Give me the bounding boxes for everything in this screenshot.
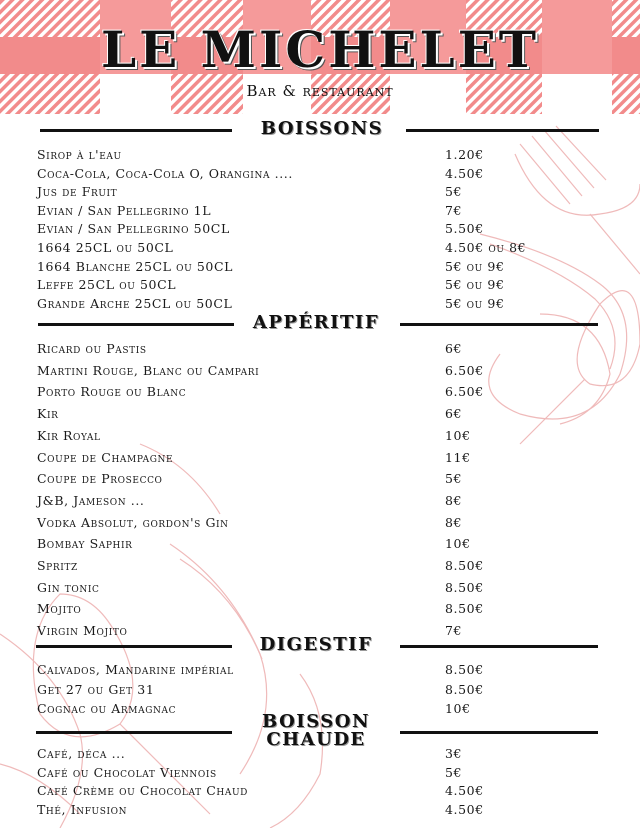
section-header-aperitif: [36, 312, 601, 338]
section-title-line: CHAUDE: [266, 729, 366, 750]
menu-item-name: Sirop à l'eau: [37, 147, 122, 162]
menu-item-price: 5.50€: [445, 221, 484, 237]
menu-item: [37, 470, 597, 488]
menu-item-price: 10€: [445, 427, 471, 443]
divider-rule: [400, 731, 598, 734]
menu-item: [37, 449, 597, 467]
menu-item-name: Ricard ou Pastis: [37, 341, 147, 356]
menu-item-name: Calvados, Mandarine impérial: [37, 662, 234, 677]
menu-item-price: 5€ ou 9€: [445, 295, 505, 311]
menu-item-price: 8.50€: [445, 662, 484, 677]
menu-item-price: 5€: [445, 471, 463, 487]
menu-item-price: 10€: [445, 536, 471, 552]
menu-item-name: Get 27 ou Get 31: [37, 681, 155, 697]
restaurant-title: LE MICHELET: [100, 20, 540, 79]
divider-rule: [400, 645, 598, 648]
menu-item-name: Leffe 25CL ou 50CL: [37, 277, 177, 293]
menu-item: [37, 405, 597, 423]
menu-item: [37, 492, 597, 510]
menu-item-price: 6.50€: [445, 362, 484, 378]
menu-item-price: 4.50€: [445, 783, 484, 798]
menu-item: [37, 258, 597, 276]
menu-item: [37, 427, 597, 445]
menu-item-name: Martini Rouge, Blanc ou Campari: [37, 362, 260, 378]
menu-item-price: 6.50€: [445, 384, 484, 400]
menu-item-price: 5€: [445, 184, 463, 200]
menu-item-name: Coupe de Champagne: [37, 449, 174, 465]
menu-item-price: 5€ ou 9€: [445, 277, 505, 293]
menu-item-name: Cognac ou Armagnac: [37, 701, 177, 716]
section-header-digestif: [36, 634, 601, 660]
menu-item: [37, 146, 597, 164]
divider-rule: [406, 129, 599, 132]
menu-item: [37, 383, 597, 401]
section-title: APPÉRITIF: [252, 312, 380, 333]
menu-item-name: Vodka Absolut, gordon's Gin: [37, 514, 229, 530]
menu-item-name: Porto Rouge ou Blanc: [37, 384, 187, 400]
menu-item-name: Thé, Infusion: [37, 801, 128, 817]
menu-item: [37, 165, 597, 183]
menu-item-name: Virgin Mojito: [37, 623, 128, 639]
menu-item-name: Jus de Fruit: [37, 184, 118, 200]
menu-item: [37, 276, 597, 294]
menu-item-price: 10€: [445, 701, 471, 716]
menu-item-name: 1664 Blanche 25CL ou 50CL: [37, 258, 234, 274]
menu-item-name: Coupe de Prosecco: [37, 471, 163, 487]
menu-item-price: 4.50€ ou 8€: [445, 240, 527, 255]
menu-item-name: Kir: [37, 406, 59, 422]
menu-item-price: 4.50€: [445, 801, 484, 817]
menu-item-price: 6€: [445, 406, 463, 422]
menu-item-price: 8.50€: [445, 601, 484, 617]
section-title: DIGESTIF: [259, 634, 373, 655]
restaurant-subtitle: Bar & restaurant: [246, 82, 394, 100]
menu-item-price: 3€: [445, 746, 463, 761]
menu-item-price: 1.20€: [445, 147, 484, 162]
menu-item-price: 7€: [445, 623, 463, 639]
menu-item-name: Gin tonic: [37, 579, 100, 595]
menu-item: [37, 220, 597, 238]
section-title-line: BOISSON: [262, 711, 370, 732]
menu-item: [37, 557, 597, 575]
menu-item-name: J&B, Jameson ...: [37, 492, 145, 508]
menu-item-price: 6€: [445, 341, 463, 356]
menu-item-price: 8.50€: [445, 579, 484, 595]
menu-item-price: 8€: [445, 492, 463, 508]
menu-item-name: Spritz: [37, 558, 78, 573]
menu-item-name: Grande Arche 25CL ou 50CL: [37, 295, 233, 311]
menu-item-name: Café, déca ...: [37, 746, 126, 761]
divider-rule: [36, 645, 232, 648]
menu-item: [37, 600, 597, 618]
menu-item-name: Café ou Chocolat Viennois: [37, 764, 217, 780]
menu-item-name: Mojito: [37, 601, 82, 617]
menu-item-price: 7€: [445, 202, 463, 218]
menu-item-name: 1664 25CL ou 50CL: [37, 240, 174, 255]
menu-item-price: 8€: [445, 514, 463, 530]
menu-item-price: 8.50€: [445, 681, 484, 697]
menu-item: [37, 801, 597, 819]
menu-item-name: Kir Royal: [37, 427, 101, 443]
menu-item: [37, 764, 597, 782]
menu-item: [37, 340, 597, 358]
menu-item: [37, 661, 597, 679]
menu-item-price: 11€: [445, 449, 471, 465]
menu-item: [37, 202, 597, 220]
menu-item-name: Evian / San Pellegrino 50CL: [37, 221, 230, 237]
menu-item: [37, 745, 597, 763]
menu-item: [37, 183, 597, 201]
divider-rule: [36, 731, 232, 734]
menu-item-price: 4.50€: [445, 165, 484, 181]
menu-item: [37, 535, 597, 553]
section-title: BOISSONS: [260, 118, 384, 139]
section-header-boissons: [36, 118, 601, 144]
menu-item: [37, 514, 597, 532]
menu-item-name: Evian / San Pellegrino 1L: [37, 202, 212, 218]
menu-item-price: 5€ ou 9€: [445, 258, 505, 274]
menu-item-name: Coca-Cola, Coca-Cola O, Orangina ....: [37, 165, 293, 181]
menu-item-name: Café Crème ou Chocolat Chaud: [37, 783, 248, 798]
divider-rule: [40, 129, 232, 132]
menu-item: [37, 782, 597, 800]
menu-item-price: 8.50€: [445, 558, 484, 573]
menu-item: [37, 239, 597, 257]
menu-item-price: 5€: [445, 764, 463, 780]
menu-item: [37, 579, 597, 597]
menu-item: [37, 295, 597, 313]
menu-item: [37, 362, 597, 380]
divider-rule: [38, 323, 234, 326]
divider-rule: [400, 323, 598, 326]
menu-item: [37, 681, 597, 699]
menu-item-name: Bombay Saphir: [37, 536, 133, 552]
